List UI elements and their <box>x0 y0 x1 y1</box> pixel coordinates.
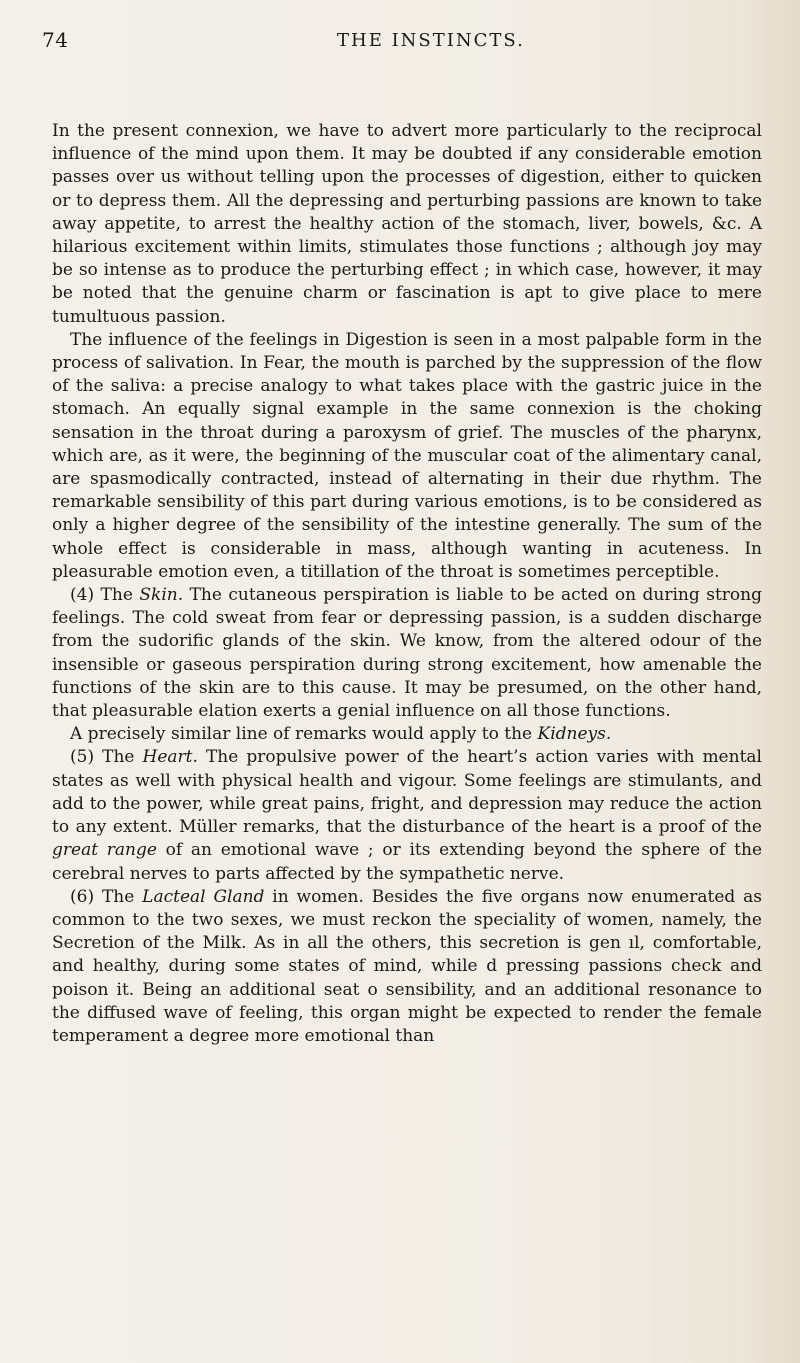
paragraph-digestion-salivation <box>52 329 762 584</box>
page-number: 74 <box>42 28 69 52</box>
text-run: The influence of the feelings in Digestion is seen in a most palpable form in the process of salivation. In Fear, the mouth is parched by the suppression of the flow of the saliva: a precise analogy to what takes place with the gastric juice in the stomach. An equally signal example in the same connexion is the choking sensation in the throat during a paroxysm of grief. The muscles of the pharynx, which are, as it were, the beginning of the muscular coat of the alimentary canal, are spasmodically contracted, instead of alternating in their due rhythm. The remarkable sensibility of this part during various emotions, is to be considered as only a higher degree of the sensibility of the intestine generally. The sum of the whole effect is considerable in mass, although wanting in acuteness. In pleasurable emotion even, a titillation of the throat is sometimes perceptible. <box>52 329 762 582</box>
paragraph-skin <box>52 584 762 723</box>
running-head: THE INSTINCTS. <box>337 30 525 51</box>
italic-term: great range <box>52 840 157 861</box>
paragraph-heart <box>52 746 762 885</box>
text-run: A precisely similar line of remarks would apply to the <box>70 724 538 745</box>
page-header <box>42 28 758 58</box>
text-run: (6) The <box>70 886 143 907</box>
paragraph-lacteal-gland <box>52 886 762 1048</box>
text-run: The cutaneous perspiration is liable to be acted on during strong feelings. The cold sweat from fear or depressing passion, is a sudden discharge from the sudorific glands of the skin. We know, from the altered odour of the insensible or gaseous perspiration during strong excitement, how amenable the functions of the skin are to this cause. It may be presumed, on the other hand, that pleasurable elation exerts a genial influence on all those functions. <box>52 585 762 722</box>
body-text <box>52 120 762 1048</box>
text-run: (5) The <box>70 747 143 768</box>
text-run: In the present connexion, we have to advert more particularly to the reciprocal influence of the mind upon them. It may be doubted if any considerable emotion passes over us without telling upon the processes of digestion, either to quicken or to depress them. All the depressing and perturbing passions are known to take away appetite, to arrest the healthy action of the stomach, liver, bowels, &c. A hilarious excitement within limits, stimulates those functions ; although joy may be so intense as to produce the perturbing effect ; in which case, however, it may be noted that the genuine charm or fascination is apt to give place to mere tumultuous passion. <box>52 121 762 327</box>
italic-term: Lacteal Gland <box>142 886 265 907</box>
text-run: (4) The <box>70 585 140 606</box>
text-run: in women. Besides the five organs now enumerated as common to the two sexes, we must reckon the speciality of women, namely, the Secretion of the Milk. As in all the others, this secretion is gen ıl, comfortable, and healthy, during some states of mind, while d pressing passions check and poison it. Being an additional seat o sensibility, and an additional resonance to the diffused wave of feeling, this organ might be expected to render the female temperament a degree more emotional than <box>52 886 762 1046</box>
italic-term: Skin. <box>139 585 184 606</box>
text-run: The propulsive power of the heart’s action varies with mental states as well with physical health and vigour. Some feelings are stimulants, and add to the power, while great pains, fright, and depression may reduce the action to any extent. Müller remarks, that the disturbance of the heart is a proof of the <box>52 747 762 838</box>
italic-term: Heart. <box>142 747 198 768</box>
italic-term: Kidneys. <box>537 724 612 745</box>
text-run: of an emotional wave ; or its extending beyond the sphere of the cerebral nerves to parts affected by the sympathetic nerve. <box>52 840 763 884</box>
paragraph-reciprocal-influence <box>52 120 762 329</box>
paragraph-kidneys <box>52 723 762 746</box>
